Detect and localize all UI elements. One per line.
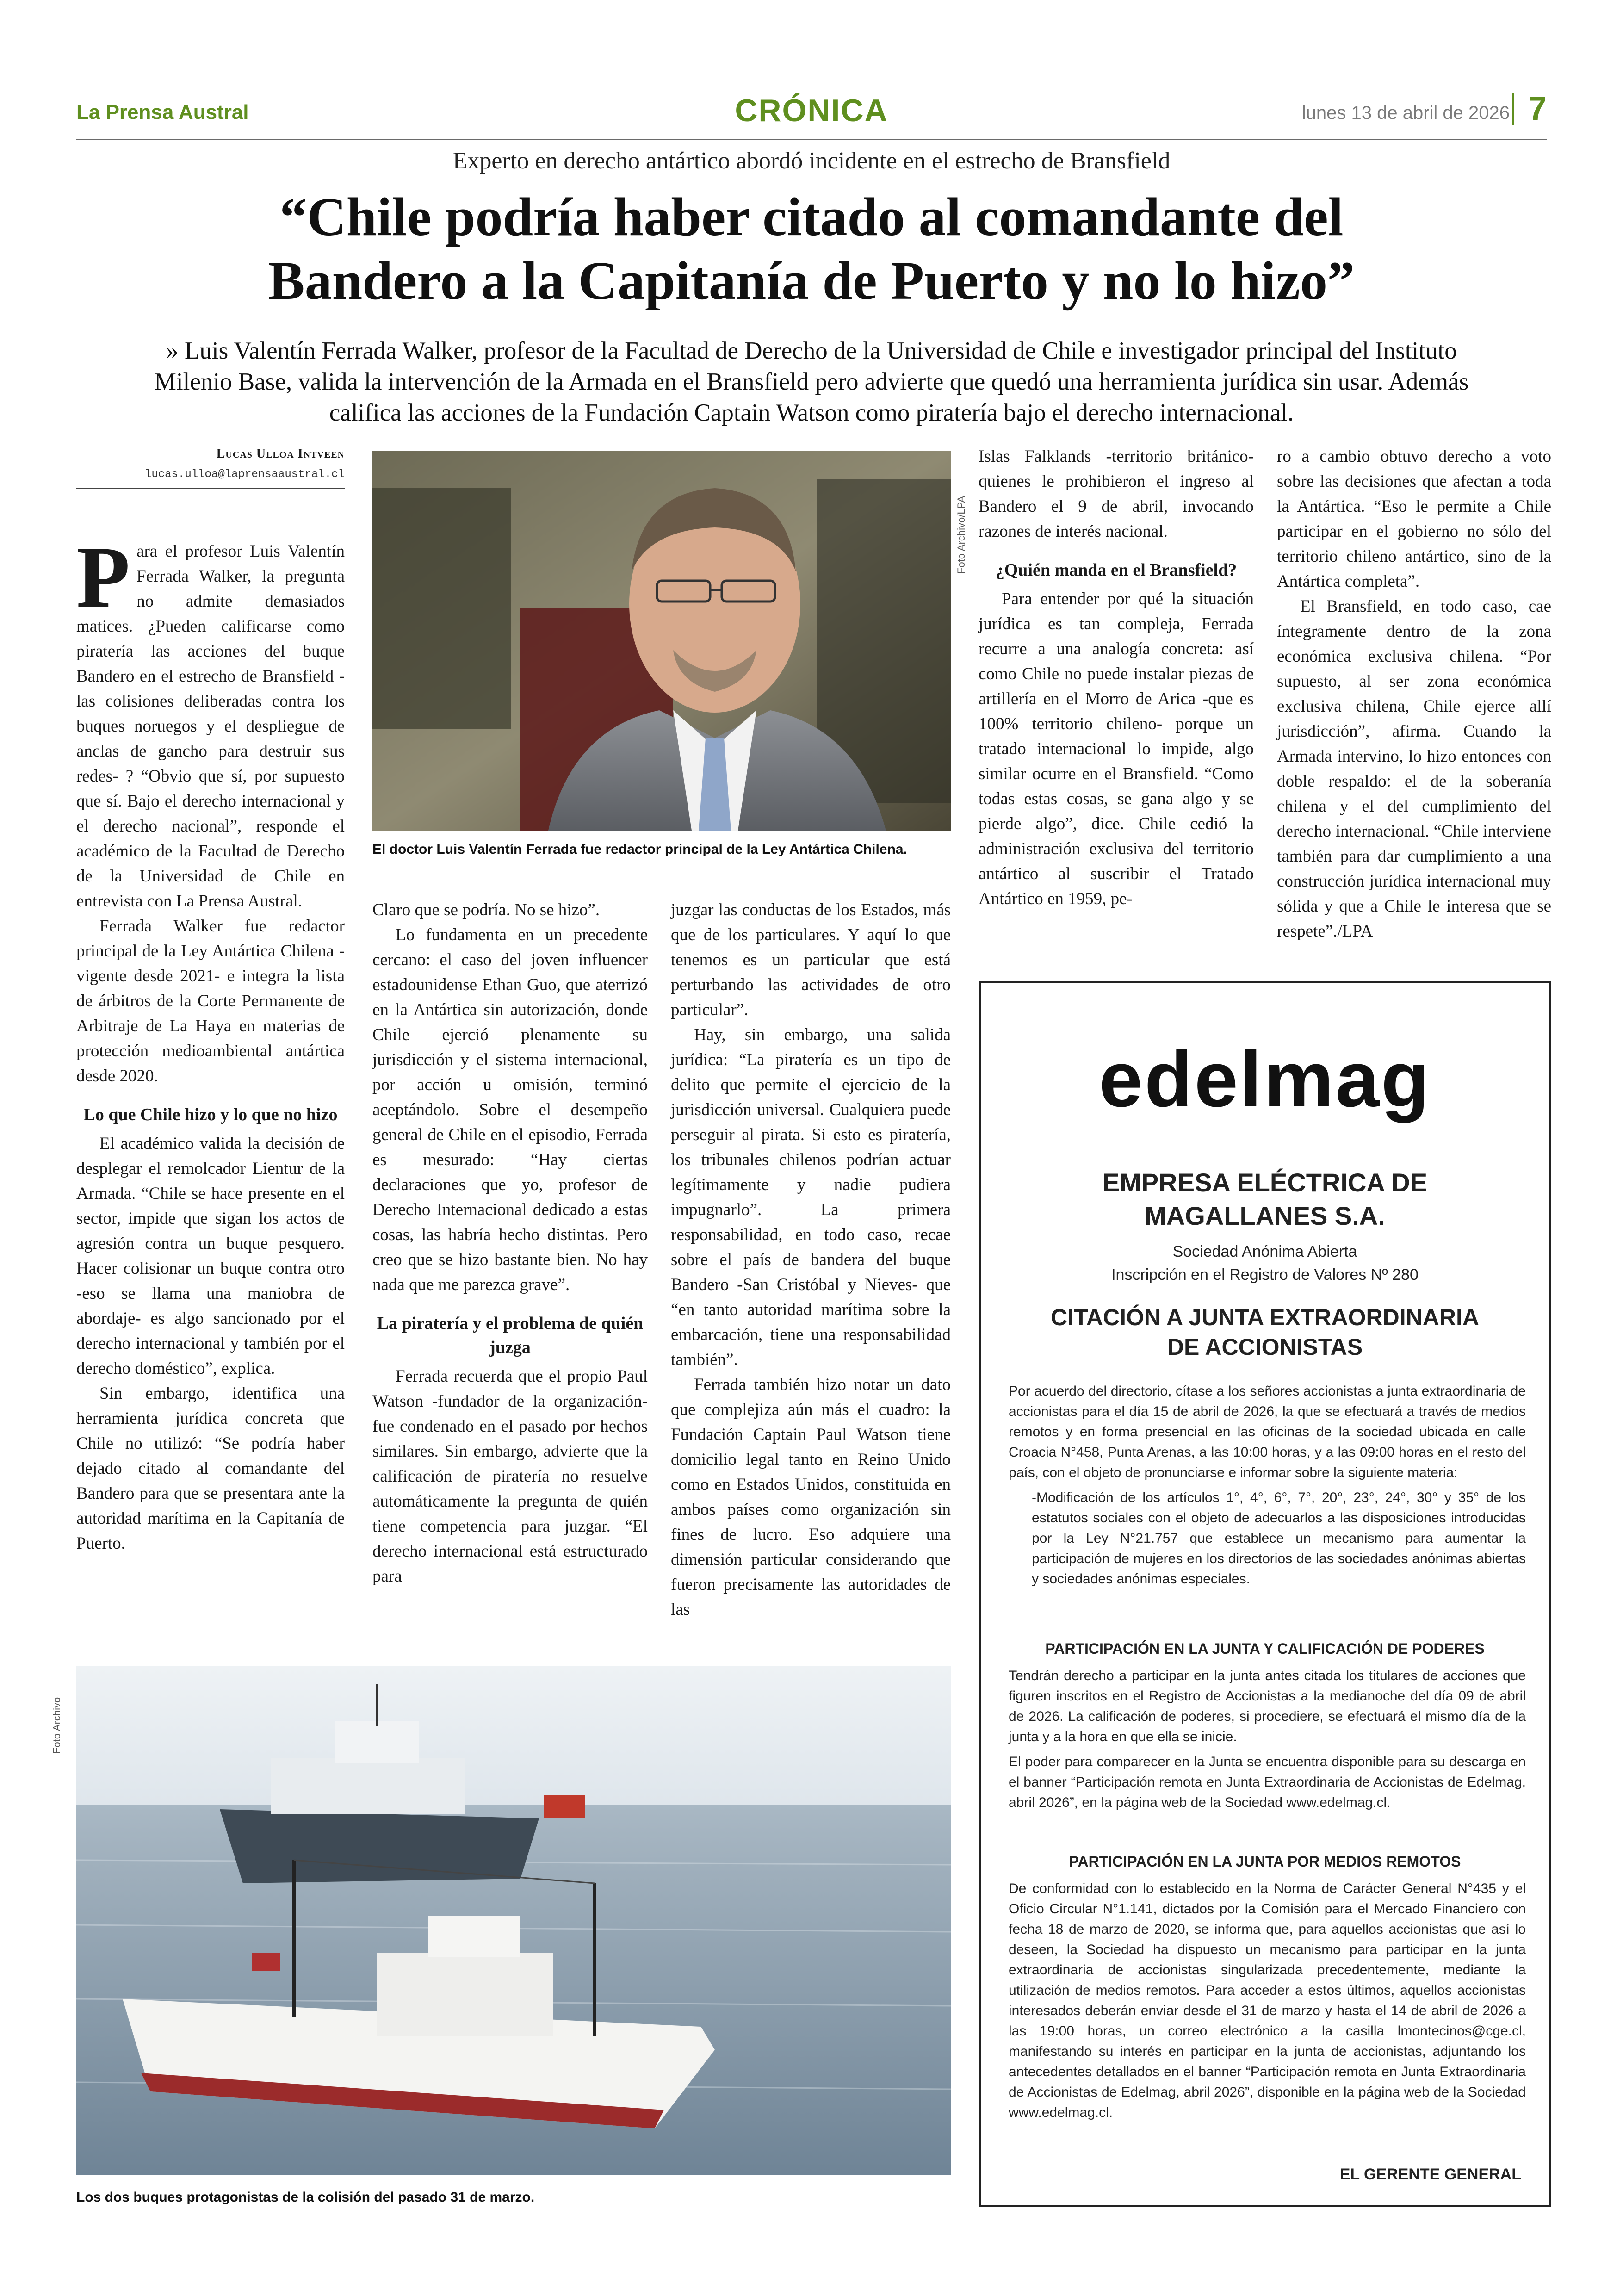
edelmag-notice <box>979 981 1551 2207</box>
column-5 <box>1277 444 1551 958</box>
notice-title: CITACIÓN A JUNTA EXTRAORDINARIA DE ACCIONISTAS <box>1051 1304 1479 1360</box>
paragraph: ro a cambio obtuvo derecho a voto sobre las decisiones que afectan a toda la Antártica. “Eso le permite a Chile participar en el gobierno no sólo del territorio chileno antártico, sino de la Antártica completa”. <box>1277 447 1551 591</box>
notice-paragraph: Por acuerdo del directorio, cítase a los señores accionistas a junta extraordinaria de accionistas para el día 15 de abril de 2026, la que se efectuará a través de medios remotos y en forma presencial en las oficinas de la sociedad ubicada en calle Croacia N°458, Punta Arenas, a las 10:00 horas, y a las 09:00 horas en el resto del país, con el objeto de pronunciarse e informar sobre la siguiente materia: <box>1009 1384 1526 1480</box>
notice-paragraph: Tendrán derecho a participar en la junta antes citada los titulares de acciones que figuren inscritos en el Registro de Accionistas a la medianoche del día 09 de abril de 2026. La calificación de poderes, si procediere, se efectuará el mismo día de la junta y a la hora en que ella se inicie. <box>1009 1668 1526 1744</box>
page-number: 7 <box>1512 93 1547 125</box>
paragraph: Para entender por qué la situación jurídica es tan compleja, Ferrada recurre a una analogía concreta: así como Chile no puede instalar piezas de artillería en el Morro de Arica -que es 100% territorio chileno- porque un tratado internacional lo impide, algo similar ocurre en el Bransfield. “Como todas estas cosas, se gana algo y se pierde algo”, dice. Chile cedió la administración exclusiva del territorio antártico al suscribir el Tratado Antártico en 1959, pe- <box>979 590 1254 908</box>
header-divider <box>76 139 1547 140</box>
ships-photo-caption: Los dos buques protagonistas de la colisión del pasado 31 de marzo. <box>76 2190 535 2205</box>
company-name: EMPRESA ELÉCTRICA DE MAGALLANES S.A. <box>1102 1168 1428 1230</box>
section-name: CRÓNICA <box>735 93 888 128</box>
paragraph: Sin embargo, identifica una herramienta jurídica concreta que Chile no utilizó: “Se podría haber dejado citado al comandante del Bandero para que se presentara ante la autoridad marítima en la Capitanía de Puerto. <box>76 1384 345 1553</box>
notice-paragraph: -Modificación de los artículos 1°, 4°, 6°, 7°, 20°, 23°, 24°, 30° y 35° de los estatutos sociales con el objeto de adecuarlos a las disposiciones introducidas por la Ley N°21.757 que establece un mecanismo para aumentar la participación de mujeres en los directorios de las sociedades anónimas abiertas y sociedades anónimas especiales. <box>1032 1490 1526 1587</box>
paragraph: El Bransfield, en todo caso, cae íntegramente dentro de la zona económica exclusiva chilena. “Por supuesto, al ser zona económica exclusiva chilena, Chile ejerce allí jurisdicción”, afirma. Cuando la Armada intervino, lo hizo entonces con doble respaldo: el de la soberanía chilena y el del cumplimiento del derecho internacional. “Chile interviene también para dar cumplimiento a una construcción jurídica internacional muy sólida y que a Chile le interesa que se respete”./LPA <box>1277 597 1551 941</box>
company-subtitle <box>981 1240 1549 1286</box>
headline-line-1: “Chile podría haber citado al comandante del <box>279 186 1344 247</box>
paragraph: Lo fundamenta en un precedente cercano: el caso del joven influencer estadounidense Ethan Guo, que aterrizó en la Antártica sin autorización, donde Chile ejerció plenamente su jurisdicción y el sistema internacional, por acción u omisión, terminó aceptándolo. Sobre el desempeño general de Chile en el episodio, Ferrada es mesurado: “Hay ciertas declaraciones que yo, profesor de Derecho Internacional dedicado a estas cosas, las habría hecho distintas. Pero creo que se hizo bastante bien. No hay nada que me parezca grave”. <box>372 925 648 1294</box>
notice-section-heading: PARTICIPACIÓN EN LA JUNTA POR MEDIOS REMOTOS <box>1069 1853 1461 1870</box>
headline <box>139 185 1484 313</box>
notice-section-heading: PARTICIPACIÓN EN LA JUNTA Y CALIFICACIÓN DE PODERES <box>1045 1640 1485 1657</box>
ships-image <box>76 1666 951 2175</box>
notice-body-3 <box>1009 1879 1526 2128</box>
paragraph: El académico valida la decisión de desplegar el remolcador Lientur de la Armada. “Chile se hace presente en el sector, impide que sigan los actos de agresión contra un buque pesquero. Hacer colisionar un buque contra otro -eso se llama una maniobra de abordaje- es algo sancionado por el derecho internacional y también por el derecho doméstico”, explica. <box>76 1134 345 1378</box>
paragraph: Ferrada recuerda que el propio Paul Watson -fundador de la organización- fue condenado en el pasado por hechos similares. Sin embargo, advierte que la calificación de piratería no resuelve automáticamente la pregunta de quién tiene competencia para juzgar. “El derecho internacional está estructurado para <box>372 1367 648 1586</box>
paragraph: juzgar las conductas de los Estados, más que de los particulares. Y aquí lo que tenemos es un particular que está perturbando las actividades de otro particular”. <box>671 900 951 1019</box>
author-email[interactable]: lucas.ulloa@laprensaaustral.cl <box>144 468 345 481</box>
paragraph: Ferrada también hizo notar un dato que complejiza aún más el cuadro: la Fundación Captain Paul Watson tiene domicilio legal tanto en Reino Unido como en Estados Unidos, constituida en ambos países como organización sin fines de lucro. Eso adquiere una dimensión particular considerando que fueron precisamente las autoridades de las <box>671 1375 951 1619</box>
portrait-image <box>372 451 951 831</box>
notice-paragraph: El poder para comparecer en la Junta se encuentra disponible para su descarga en el banner “Participación remota en Junta Extraordinaria de Accionistas de Edelmag, abril 2026”, en la página web de la Sociedad www.edelmag.cl. <box>1009 1754 1526 1810</box>
subheading: Lo que Chile hizo y lo que no hizo <box>83 1105 338 1124</box>
edelmag-logo: edelmag <box>1099 1036 1431 1123</box>
notice-body-2 <box>1009 1666 1526 1818</box>
signature: EL GERENTE GENERAL <box>1339 2166 1521 2183</box>
paragraph <box>76 529 345 914</box>
paragraph: Islas Falklands -territorio británico- quienes le prohibieron el ingreso al Bandero el 9 de abril, invocando razones de interés nacional. <box>979 447 1254 541</box>
drop-cap: P <box>76 529 130 626</box>
photo-credit: Foto Archivo/LPA <box>955 496 967 574</box>
ships-photo <box>76 1666 951 2175</box>
paragraph-text: ara el profesor Luis Valentín Ferrada Walker, la pregunta no admite demasiados matices. ¿Pueden calificarse como piratería las acciones del buque Bandero en el estrecho de Bransfield -las colisiones deliberadas contra los buques noruegos y el despliegue de anclas de gancho para destruir sus redes- ? “Obvio que sí, por supuesto que sí. Bajo el derecho internacional y el derecho nacional”, responde el académico de la Facultad de Derecho de la Universidad de Chile en entrevista con La Prensa Austral. <box>76 542 345 911</box>
subheading: ¿Quién manda en el Bransfield? <box>995 560 1237 580</box>
headline-line-2: Bandero a la Capitanía de Puerto y no lo hizo” <box>268 250 1355 311</box>
photo-caption: El doctor Luis Valentín Ferrada fue redactor principal de la Ley Antártica Chilena. <box>372 842 907 857</box>
newspaper-brand: La Prensa Austral <box>76 101 249 124</box>
paragraph: Claro que se podría. No se hizo”. <box>372 900 600 919</box>
kicker: Experto en derecho antártico abordó incidente en el estrecho de Bransfield <box>452 148 1171 174</box>
paragraph: Hay, sin embargo, una salida jurídica: “La piratería es un tipo de delito que permite el ejercicio de la jurisdicción universal. Cualquiera puede perseguir al pirata. Si esto es piratería, los tribunales chilenos podrían actuar legítimamente y nadie pudiera impugnarlo”. La primera responsabilidad, en todo caso, recae sobre el país de bandera del buque Bandero -San Cristóbal y Nieves- que “en tanto autoridad marítima sobre la embarcación, tiene una responsabilidad también”. <box>671 1025 951 1369</box>
notice-body-1 <box>1009 1381 1526 1594</box>
column-2 <box>372 898 648 1666</box>
paragraph: Ferrada Walker fue redactor principal de la Ley Antártica Chilena -vigente desde 2021- e integra la lista de árbitros de la Corte Permanente de Arbitraje de La Haya en materias de protección medioambiental antártica desde 2020. <box>76 917 345 1086</box>
notice-paragraph: De conformidad con lo establecido en la Norma de Carácter General N°435 y el Oficio Circular N°1.141, dictados por la Comisión para el Mercado Financiero con fecha 18 de marzo de 2020, se informa que, para aquellos accionistas que así lo deseen, la Sociedad ha dispuesto un mecanismo para participar en la junta extraordinaria de accionistas singularizada precedentemente, mediante la utilización de medios remotos. Para acceder a estos últimos, aquellos accionistas interesados deberán enviar desde el 31 de marzo y hasta el 14 de abril de 2026 a las 19:00 horas, un correo electrónico a la casilla lmontecinos@cge.cl, manifestando su interés en participar en la junta de accionistas, adjuntando los antecedentes detallados en el banner “Participación remota en Junta Extraordinaria de Accionistas de Edelmag, abril 2026”, disponible en la página web de la Sociedad www.edelmag.cl. <box>1009 1881 1526 2120</box>
column-3 <box>671 898 951 1666</box>
byline: Lucas Ulloa Intveen <box>216 447 345 461</box>
column-4 <box>979 444 1254 958</box>
company-type: Sociedad Anónima Abierta <box>1172 1243 1357 1260</box>
photo-credit: Foto Archivo <box>51 1697 62 1754</box>
subheading: La piratería y el problema de quién juzga <box>377 1314 644 1357</box>
portrait-photo <box>372 451 951 831</box>
byline-divider <box>76 488 345 489</box>
lead-paragraph: » Luis Valentín Ferrada Walker, profesor de la Facultad de Derecho de la Universidad de Chile e investigador principal del Instituto Milenio Base, valida la intervención de la Armada en el Bransfield pero advierte que quedó una herramienta jurídica sin usar. Además califica las acciones de la Fundación Captain Watson como piratería bajo el derecho internacional. <box>154 337 1469 426</box>
registry-number: Inscripción en el Registro de Valores Nº 280 <box>1111 1266 1419 1284</box>
issue-date: lunes 13 de abril de 2026 <box>1301 103 1510 123</box>
column-1 <box>76 529 345 1659</box>
